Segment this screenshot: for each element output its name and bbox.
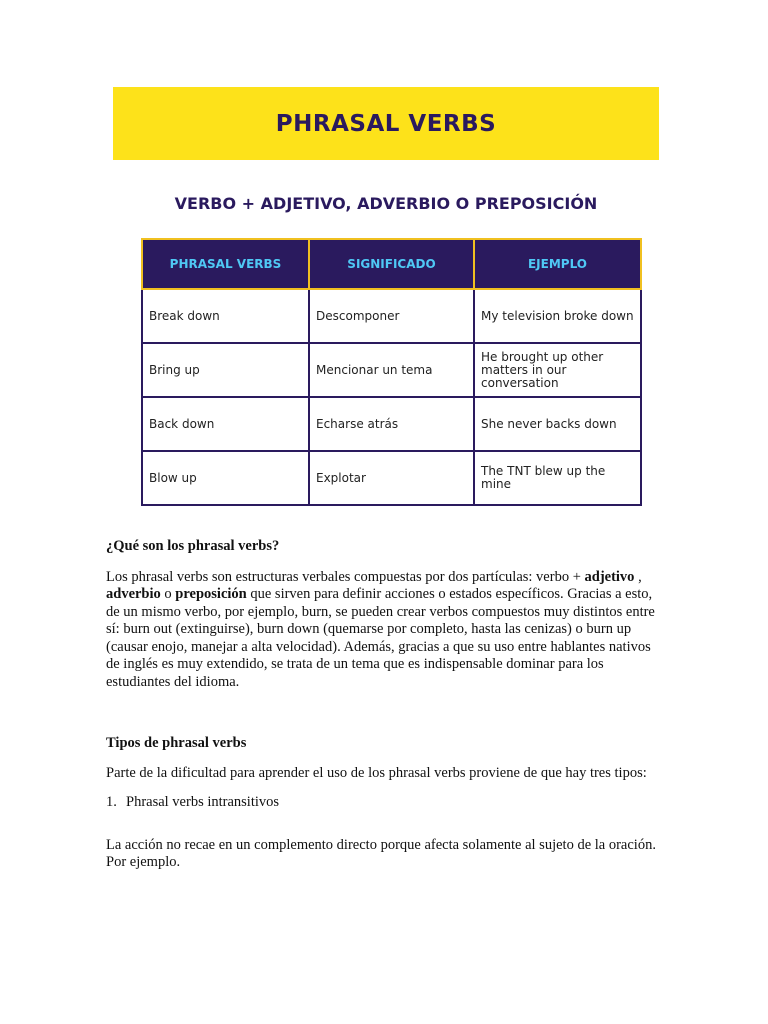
title-banner [113,87,659,160]
paragraph: Parte de la dificultad para aprender el uso de los phrasal verbs proviene de que hay tres tipos: [106,764,647,781]
table-cell: Blow up [142,451,309,505]
section-heading: Tipos de phrasal verbs [106,735,247,751]
table-cell: She never backs down [474,397,641,451]
banner-title: PHRASAL VERBS [275,110,497,137]
bold-term: adverbio [106,586,161,602]
table-header-row [142,239,641,289]
column-header: SIGNIFICADO [309,239,474,289]
list-item-text: Phrasal verbs intransitivos [126,794,280,810]
section-heading: ¿Qué son los phrasal verbs? [106,538,280,554]
paragraph-text: , [634,568,642,585]
table-cell: Break down [142,289,309,343]
table-cell: The TNT blew up the mine [474,451,641,505]
table-cell: Back down [142,397,309,451]
bold-term: preposición [175,586,247,602]
paragraph: La acción no recae en un complemento directo porque afecta solamente al sujeto de la oración. Por ejemplo. [106,836,656,870]
table-cell: My television broke down [474,289,641,343]
list-item [106,794,662,812]
table-cell: Bring up [142,343,309,397]
table-cell: Mencionar un tema [309,343,474,397]
list-number: 1. [106,794,117,810]
table-cell: Explotar [309,451,474,505]
table-row [142,343,641,397]
table-row [142,397,641,451]
bold-term: adjetivo [584,568,635,585]
formula-subtitle: VERBO + ADJETIVO, ADVERBIO O PREPOSICIÓN [174,194,598,213]
document-body [106,538,662,872]
table-row [142,451,641,505]
column-header: EJEMPLO [474,239,641,289]
table-cell: Echarse atrás [309,397,474,451]
paragraph [106,569,662,692]
table-cell: Descomponer [309,289,474,343]
column-header: PHRASAL VERBS [142,239,309,289]
table-cell: He brought up other matters in our conversation [474,343,641,397]
paragraph-text: o [160,586,176,602]
paragraph-text: que sirven para definir acciones o estados específicos. Gracias a esto, de un mismo verbo, por ejemplo, burn, se pueden crear verbos compuestos muy distintos entre sí: burn out (extinguirse), burn down (quemarse por completo, hasta las cenizas) o burn up (causar enojo, manejar a alta velocidad). Además, gracias a que su uso entre hablantes nativos de inglés es muy extendido, se trata de un tema que es indispensable dominar para los estudiantes del idioma. [106,586,655,690]
paragraph-text: Los phrasal verbs son estructuras verbales compuestas por dos partículas: verbo + [106,568,585,585]
phrasal-verbs-table [141,238,642,506]
table-row [142,289,641,343]
